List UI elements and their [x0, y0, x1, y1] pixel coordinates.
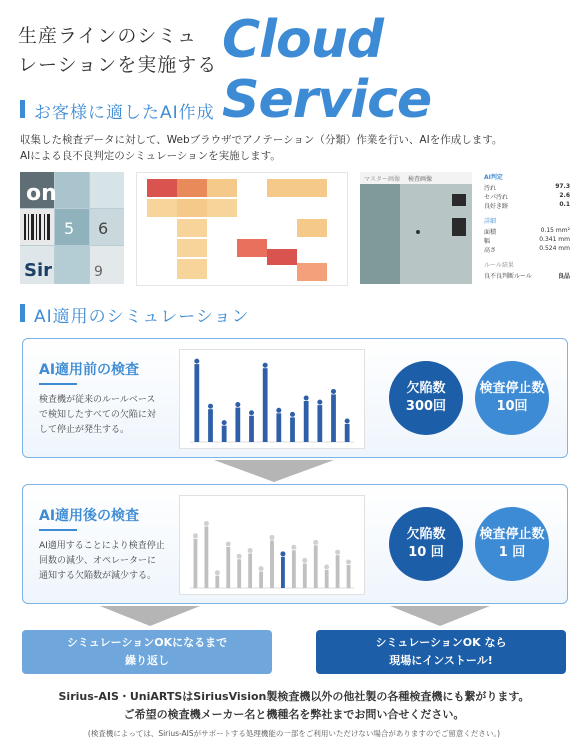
before-chart-marker: [290, 412, 295, 417]
detail-label: 面積: [484, 229, 497, 236]
detail-label: 幅: [484, 238, 491, 245]
result-value: 97.3: [555, 183, 570, 190]
before-defects-value: 300回: [405, 399, 447, 414]
before-chart-marker: [194, 359, 199, 364]
detail-value: 0.341 mm: [539, 236, 570, 243]
before-panel: [22, 338, 568, 458]
before-desc-line: 検査機が従来のルールベース: [39, 395, 156, 405]
section2-marker: [20, 304, 25, 322]
image-compare-view: [360, 172, 472, 284]
before-defects-label: 欠陥数: [406, 381, 446, 396]
after-stops-value: 1 回: [498, 545, 526, 560]
result-label: 良好き跡: [484, 203, 509, 210]
down-arrow-1: [214, 460, 334, 482]
after-chart-marker: [204, 521, 209, 526]
after-chart-marker: [346, 560, 351, 565]
after-chart-marker: [248, 548, 253, 553]
ai-result-row: [484, 201, 570, 210]
header-tagline: [18, 22, 217, 80]
defect-grid-svg: [20, 172, 124, 284]
svg-text:9: 9: [94, 264, 103, 280]
after-chart-bar: [325, 570, 329, 588]
before-chart-marker: [276, 408, 281, 413]
compare-label-inspect: 検査画像: [408, 176, 433, 183]
section1-intro: [20, 132, 502, 164]
before-chart-bar: [331, 394, 336, 442]
after-chart-marker: [270, 535, 275, 540]
svg-text:Sir: Sir: [24, 260, 53, 281]
result-label: セパ汚れ: [484, 194, 509, 201]
before-stops-label: 検査停止数: [479, 381, 545, 396]
intro-line1: 収集した検査データに対して、Webブラウザでアノテーション（分類）作業を行い、AIを作成します。: [20, 134, 503, 146]
after-defects-value: 10 回: [408, 545, 444, 560]
ai-result-row: [484, 183, 570, 192]
before-chart-marker: [235, 402, 240, 407]
after-chart: [179, 495, 365, 595]
before-chart-bar: [276, 413, 281, 442]
after-chart-marker: [193, 533, 198, 538]
after-chart-bar: [347, 565, 351, 588]
after-chart-marker: [237, 554, 242, 559]
after-title: AI適用後の検査: [39, 508, 140, 524]
before-chart-bar: [304, 401, 309, 442]
before-chart-bar: [317, 405, 322, 442]
after-chart-bar: [237, 559, 241, 588]
brand-title: Cloud Service: [222, 10, 432, 130]
ai-result-title: AI判定: [484, 174, 503, 181]
before-defects-badge: [389, 361, 463, 435]
rule-value: 良品: [557, 273, 570, 280]
before-chart-bar: [345, 424, 350, 442]
after-chart-marker: [280, 551, 285, 556]
after-stops-badge: [475, 507, 549, 581]
before-desc: [39, 393, 156, 438]
section1-title: お客様に適したAI作成: [34, 103, 215, 123]
before-chart-marker: [345, 418, 350, 423]
after-defects-badge: [389, 507, 463, 581]
after-chart-marker: [226, 542, 231, 547]
after-chart-marker: [302, 558, 307, 563]
footer-line1: Sirius-AIS・UniARTSはSiriusVision製検査機以外の他社製の各種検査機にも繋がります。: [58, 690, 530, 703]
before-chart-marker: [249, 410, 254, 415]
detail-value: 0.15 mm²: [540, 227, 570, 234]
footer-line2: ご希望の検査機メーカー名と機種名を弊社までお問い合せください。: [123, 708, 465, 721]
defect-image-grid: [20, 172, 124, 284]
before-chart-marker: [317, 400, 322, 405]
after-chart-marker: [324, 564, 329, 569]
before-stops-value: 10回: [496, 399, 528, 414]
after-chart-bar: [248, 554, 252, 588]
after-panel: [22, 484, 568, 604]
compare-image-svg: [360, 184, 472, 284]
section2-title: AI適用のシミュレーション: [34, 307, 250, 327]
after-chart-bar: [336, 555, 340, 588]
before-chart-bar: [249, 416, 254, 442]
after-chart-bar: [204, 527, 208, 589]
after-chart-svg: [180, 496, 364, 594]
after-chart-bar: [314, 545, 318, 588]
down-arrow-3: [390, 606, 490, 626]
before-chart-marker: [222, 420, 227, 425]
ai-result-panel: [484, 172, 570, 284]
after-chart-bar: [281, 557, 285, 588]
install-button[interactable]: [316, 630, 566, 674]
before-chart-marker: [263, 363, 268, 368]
after-desc: [39, 539, 165, 584]
detail-row: [484, 245, 570, 254]
before-chart: [179, 349, 365, 449]
detail-row: [484, 227, 570, 236]
after-chart-marker: [335, 550, 340, 555]
rule-title: ルール結果: [484, 262, 514, 269]
repeat-line1: シミュレーションOKになるまで: [66, 636, 228, 649]
after-chart-bar: [226, 547, 230, 588]
after-chart-marker: [215, 570, 220, 575]
after-desc-line: 通知する欠陥数が減少する。: [39, 571, 157, 581]
before-chart-bar: [222, 426, 227, 442]
before-chart-bar: [208, 409, 213, 442]
after-chart-bar: [259, 572, 263, 588]
compare-label-master: マスター画像: [364, 176, 401, 183]
before-chart-marker: [208, 404, 213, 409]
before-chart-marker: [331, 389, 336, 394]
result-label: 汚れ: [484, 185, 497, 192]
footer-note: (検査機によっては、Sirius-AISがサポートする処理機能の一部をご利用いただけない場合がありますのでご留意ください。): [87, 729, 501, 738]
after-chart-bar: [194, 539, 198, 588]
before-stops-badge: [475, 361, 549, 435]
detail-row: [484, 236, 570, 245]
after-chart-marker: [313, 540, 318, 545]
repeat-simulation-button[interactable]: [22, 630, 272, 674]
before-chart-bar: [194, 364, 199, 442]
before-chart-marker: [304, 396, 309, 401]
after-chart-marker: [291, 545, 296, 550]
after-title-underline: [39, 529, 77, 531]
confusion-heatmap: [136, 172, 348, 286]
rule-row: [484, 271, 570, 280]
install-line2: 現場にインストール!: [389, 654, 493, 667]
after-defects-label: 欠陥数: [406, 527, 446, 542]
section1-marker: [20, 100, 25, 118]
detail-value: 0.524 mm: [539, 245, 570, 252]
after-chart-bar: [303, 563, 307, 588]
rule-label: 良不良判断ルール: [484, 273, 532, 280]
svg-text:6: 6: [98, 219, 109, 238]
svg-text:on: on: [26, 181, 57, 206]
header-tagline-line1: 生産ラインのシミュ: [18, 25, 198, 47]
after-desc-line: AI適用することにより検査停止: [39, 541, 165, 551]
after-chart-bar: [215, 576, 219, 588]
result-value: 2.6: [559, 192, 570, 199]
heatmap-svg: [137, 173, 347, 285]
after-chart-bar: [270, 540, 274, 588]
detail-label: 高さ: [484, 247, 497, 254]
header-tagline-line2: レーションを実施する: [18, 54, 218, 76]
after-chart-marker: [259, 566, 264, 571]
ai-result-row: [484, 192, 570, 201]
before-chart-bar: [235, 408, 240, 442]
before-title: AI適用前の検査: [39, 362, 140, 378]
intro-line2: AIによる良不良判定のシミュレーションを実施します。: [20, 150, 281, 162]
after-desc-line: 回数の減少、オペレーターに: [39, 556, 157, 566]
before-chart-svg: [180, 350, 364, 448]
after-stops-label: 検査停止数: [479, 527, 545, 542]
repeat-line2: 繰り返し: [125, 654, 169, 667]
detail-title: 詳細: [484, 218, 497, 225]
before-chart-bar: [290, 417, 295, 442]
result-value: 0.1: [559, 201, 570, 208]
before-desc-line: で検知したすべての欠陥に対: [39, 410, 156, 420]
before-chart-bar: [263, 368, 268, 442]
before-title-underline: [39, 383, 77, 385]
svg-text:5: 5: [64, 219, 75, 238]
before-desc-line: して停止が発生する。: [39, 425, 130, 435]
after-chart-bar: [292, 550, 296, 588]
install-line1: シミュレーションOK なら: [375, 636, 507, 649]
down-arrow-2: [100, 606, 200, 626]
